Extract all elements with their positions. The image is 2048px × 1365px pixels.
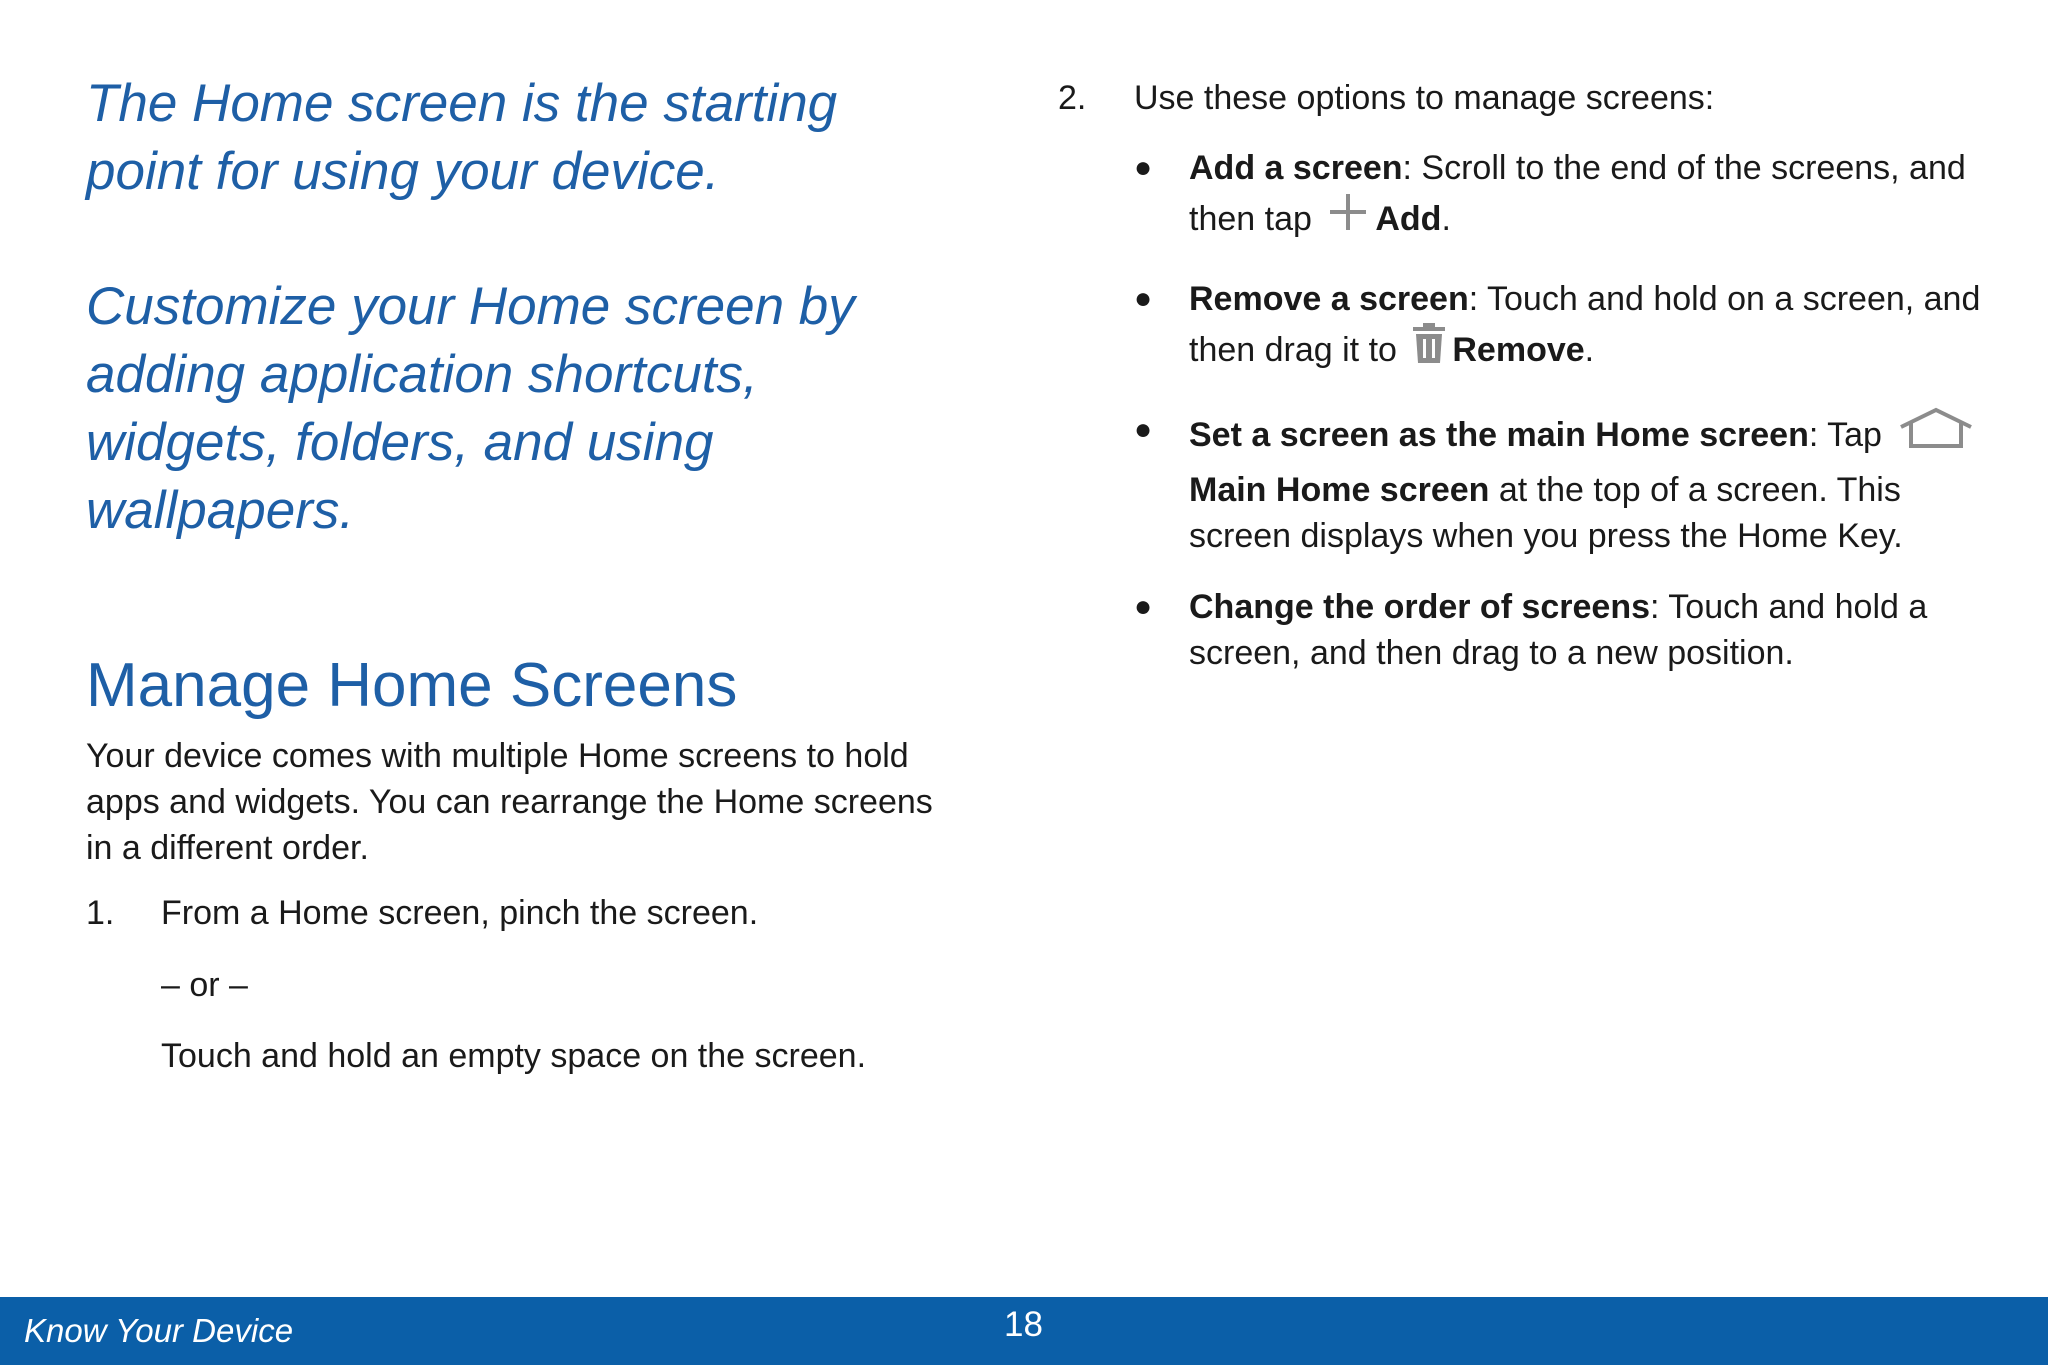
bullet-marker: ● (1134, 413, 1153, 446)
bullet-suffix: at the top of a screen. This screen displays when you press the Home Key. (1189, 471, 1903, 555)
options-list (1134, 145, 1994, 701)
bullet-title: Remove a screen (1189, 280, 1469, 318)
intro-text-1: The Home screen is the starting point for using your device. (86, 74, 838, 201)
bullet-title: Add a screen (1189, 149, 1403, 187)
section-title: Manage Home Screens (86, 651, 738, 720)
step-2-number: 2. (1058, 79, 1087, 117)
or-separator: – or – (161, 966, 248, 1004)
bullet-text: : Scroll to the end of the screens, and then tap (1189, 149, 1966, 238)
bullet-action: Remove (1452, 330, 1585, 369)
home-icon (1897, 407, 1975, 461)
bullet-suffix: . (1441, 199, 1451, 238)
section-paragraph: Your device comes with multiple Home screens to hold apps and widgets. You can rearrange the Home screens in a different order. (86, 737, 933, 867)
step-2-text: Use these options to manage screens: (1134, 79, 1715, 117)
bullet-marker: ● (1134, 151, 1153, 184)
bullet-text: : Tap (1808, 415, 1882, 454)
footer-bar (0, 1297, 2048, 1365)
list-item-remove-screen (1134, 276, 1994, 382)
step-1-text: From a Home screen, pinch the screen. (161, 894, 759, 932)
footer-section-title: Know Your Device (24, 1312, 294, 1349)
page-number: 18 (1004, 1305, 1043, 1344)
trash-icon (1412, 322, 1446, 376)
bullet-action: Add (1375, 199, 1442, 238)
bullet-marker: ● (1134, 282, 1153, 315)
bullet-title: Change the order of screens (1189, 588, 1651, 626)
intro-text-2: Customize your Home screen by adding application shortcuts, widgets, folders, and using wallpapers. (86, 277, 855, 540)
step-1-number: 1. (86, 894, 115, 932)
bullet-marker: ● (1134, 590, 1153, 623)
list-item-add-screen (1134, 145, 1994, 251)
list-item-change-order (1134, 584, 1994, 676)
bullet-suffix: . (1584, 330, 1595, 369)
bullet-title: Set a screen as the main Home screen (1189, 415, 1809, 454)
intro-block (86, 70, 966, 545)
list-item-set-main-screen (1134, 407, 1994, 559)
plus-icon (1327, 191, 1369, 245)
bullet-text: : Touch and hold on a screen, and then drag it to (1189, 280, 1981, 369)
bullet-text: : Touch and hold a screen, and then drag to a new position. (1189, 588, 1928, 672)
bullet-action: Main Home screen (1189, 471, 1490, 509)
step-1-alt-text: Touch and hold an empty space on the screen. (161, 1037, 867, 1075)
